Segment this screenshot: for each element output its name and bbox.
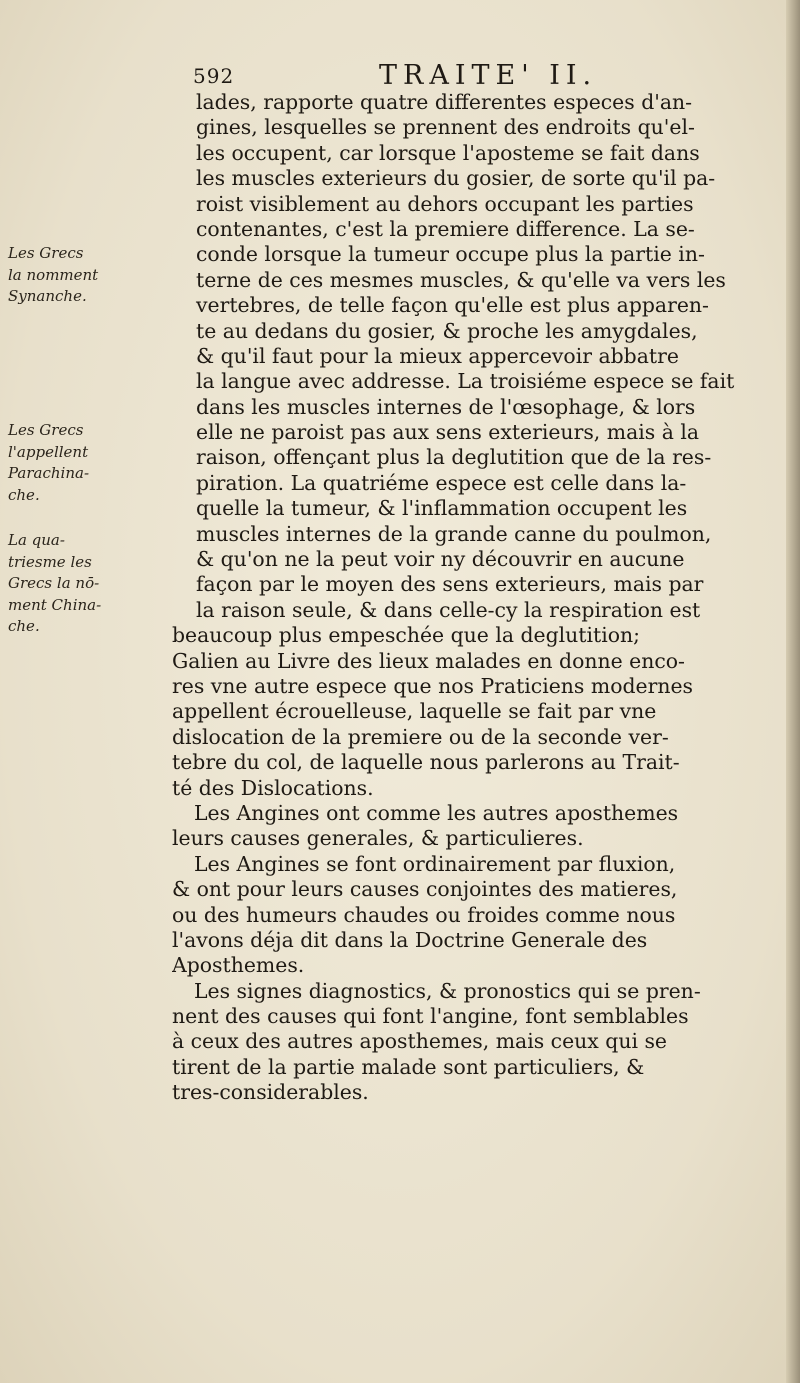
text-line: & qu'il faut pour la mieux appercevoir abbatre: [196, 343, 679, 368]
text-line: elle ne paroist pas aux sens exterieurs, mais à la: [196, 420, 700, 445]
margin-note-line: Les Grecs: [8, 421, 84, 439]
page-edge-shadow: [786, 0, 800, 1383]
text-line: & qu'on ne la peut voir ny découvrir en aucune: [196, 547, 685, 572]
text-line: ou des humeurs chaudes ou froides comme nous: [172, 902, 676, 927]
text-line: vertebres, de telle façon qu'elle est plus apparen-: [196, 293, 709, 318]
text-line: Galien au Livre des lieux malades en donne enco-: [172, 648, 685, 673]
text-line: à ceux des autres aposthemes, mais ceux qui se: [172, 1029, 668, 1054]
margin-note-chinanche: [8, 530, 178, 638]
text-line: Les Angines se font ordinairement par fluxion,: [194, 851, 676, 876]
margin-note-line: Les Grecs: [8, 244, 84, 262]
running-title: TRAITE' II.: [379, 60, 598, 91]
text-line: lades, rapporte quatre differentes especes d'an-: [196, 90, 693, 114]
margin-note-line: l'appellent: [8, 442, 89, 461]
text-line: gines, lesquelles se prennent des endroits qu'el-: [196, 115, 695, 140]
text-line: Les Angines ont comme les autres aposthemes: [194, 800, 679, 825]
margin-note-line: Synanche.: [8, 287, 87, 305]
margin-note-line: la nomment: [8, 265, 99, 284]
main-text-block: [172, 90, 772, 1106]
text-line: Aposthemes.: [172, 953, 305, 978]
text-line: dislocation de la premiere ou de la seconde ver-: [172, 724, 669, 749]
text-line: Les signes diagnostics, & pronostics qui se pren-: [194, 978, 701, 1003]
text-line: té des Dislocations.: [172, 775, 374, 800]
text-line: l'avons déja dit dans la Doctrine Generale des: [172, 927, 648, 952]
text-line: raison, offençant plus la deglutition que de la res-: [196, 445, 712, 470]
text-line: conde lorsque la tumeur occupe plus la partie in-: [196, 242, 705, 267]
margin-note-line: Parachina-: [8, 464, 90, 482]
margin-note-line: Grecs la nō-: [8, 574, 100, 592]
text-line: façon par le moyen des sens exterieurs, mais par: [196, 572, 704, 597]
text-line: tirent de la partie malade sont particuliers, &: [172, 1054, 645, 1079]
text-line: appellent écrouelleuse, laquelle se fait par vne: [172, 699, 657, 724]
text-line: tres-considerables.: [172, 1080, 369, 1105]
text-line: roist visiblement au dehors occupant les parties: [196, 191, 694, 216]
page-number: 592: [193, 64, 235, 88]
text-line: dans les muscles internes de l'œsophage, & lors: [196, 394, 696, 419]
text-line: nent des causes qui font l'angine, font semblables: [172, 1004, 689, 1029]
text-line: leurs causes generales, & particulieres.: [172, 826, 584, 851]
text-line: piration. La quatriéme espece est celle dans la-: [196, 470, 687, 495]
margin-note-line: che.: [8, 485, 40, 504]
text-line: terne de ces mesmes muscles, & qu'elle va vers les: [196, 267, 726, 292]
margin-note-line: triesme les: [8, 552, 92, 571]
text-line: les muscles exterieurs du gosier, de sorte qu'il pa-: [196, 166, 716, 191]
page-header: [193, 60, 773, 94]
text-line: la raison seule, & dans celle-cy la respiration est: [196, 597, 701, 622]
text-line: les occupent, car lorsque l'aposteme se fait dans: [196, 140, 700, 165]
text-line: contenantes, c'est la premiere difference. La se-: [196, 216, 695, 241]
text-line: la langue avec addresse. La troisiéme espece se fait: [196, 369, 735, 394]
text-line: res vne autre espece que nos Praticiens modernes: [172, 673, 694, 698]
margin-note-line: La qua-: [8, 531, 65, 549]
margin-note-line: ment China-: [8, 595, 102, 614]
text-line: & ont pour leurs causes conjointes des matieres,: [172, 877, 678, 902]
text-line: quelle la tumeur, & l'inflammation occupent les: [196, 496, 688, 521]
margin-note-parachinanche: [8, 420, 178, 506]
margin-note-line: che.: [8, 617, 40, 635]
text-line: te au dedans du gosier, & proche les amygdales,: [196, 318, 698, 343]
text-line: muscles internes de la grande canne du poulmon,: [196, 521, 712, 546]
text-line: beaucoup plus empeschée que la deglutition;: [172, 623, 641, 648]
text-line: tebre du col, de laquelle nous parlerons au Trait-: [172, 750, 680, 775]
margin-note-synanche: [8, 243, 178, 308]
